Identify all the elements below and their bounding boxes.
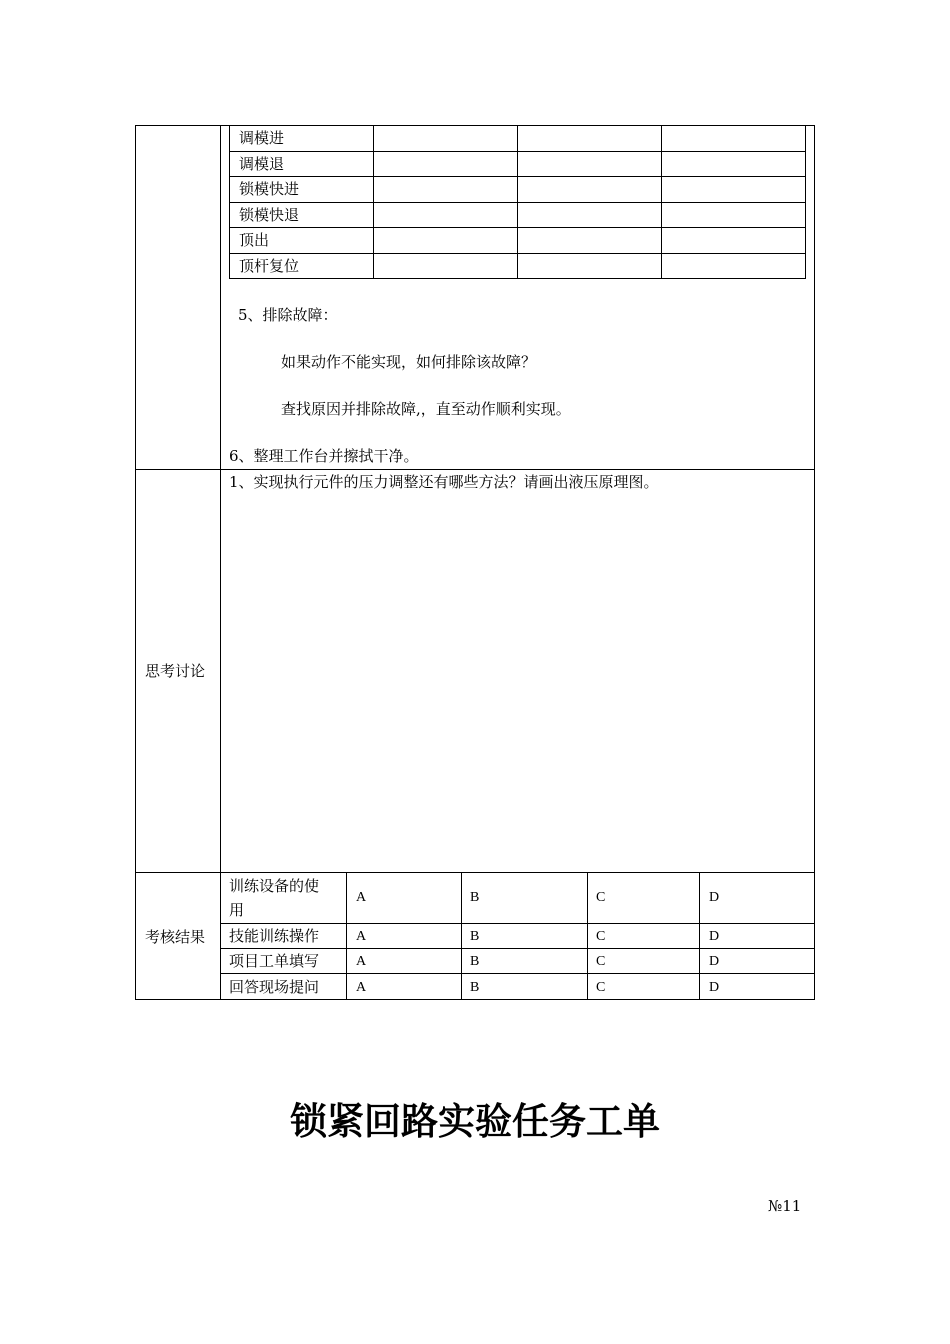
worksheet-title: 锁紧回路实验任务工单 — [290, 1100, 660, 1143]
discussion-question: 1、实现执行元件的压力调整还有哪些方法？请画出液压原理图。 — [229, 473, 659, 491]
page-number: №11 — [768, 1197, 802, 1215]
label-column-divider — [220, 125, 221, 1000]
assessment-item: 回答现场提问 — [229, 978, 320, 996]
grade-d: D — [709, 929, 720, 944]
table-row-label: 调模进 — [239, 129, 285, 147]
outer-left-border — [135, 125, 136, 1000]
grade-a: A — [356, 929, 367, 944]
grade-b: B — [470, 954, 480, 969]
grade-c: C — [596, 954, 606, 969]
assessment-item: 训练设备的使 — [229, 877, 320, 895]
assessment-item: 技能训练操作 — [229, 927, 320, 945]
grade-b: B — [470, 890, 480, 905]
table-row-label: 顶出 — [239, 231, 270, 249]
grade-a: A — [356, 980, 367, 995]
procedure-discussion-divider — [135, 469, 815, 470]
assessment-item: 项目工单填写 — [229, 952, 320, 970]
table-row-label: 锁模快进 — [239, 180, 300, 198]
grade-d: D — [709, 980, 720, 995]
outer-right-border — [814, 125, 815, 1000]
assessment-label: 考核结果 — [145, 928, 206, 946]
outer-bottom-border — [135, 999, 815, 1000]
grade-d: D — [709, 890, 720, 905]
grade-b: B — [470, 980, 480, 995]
table-row-label: 调模退 — [239, 155, 285, 173]
grade-d: D — [709, 954, 720, 969]
discussion-assessment-divider — [135, 872, 815, 873]
table-row-label: 锁模快退 — [239, 206, 300, 224]
grade-b: B — [470, 929, 480, 944]
step5-answer: 查找原因并排除故障,，直至动作顺利实现。 — [281, 400, 571, 418]
assessment-item: 用 — [229, 901, 245, 919]
step5-title: 5、排除故障： — [238, 306, 338, 324]
grade-c: C — [596, 929, 606, 944]
grade-a: A — [356, 954, 367, 969]
table-row-label: 顶杆复位 — [239, 257, 300, 275]
grade-a: A — [356, 890, 367, 905]
step5-question: 如果动作不能实现，如何排除该故障？ — [281, 353, 537, 371]
step6-text: 6、整理工作台并擦拭干净。 — [229, 447, 419, 465]
discussion-label: 思考讨论 — [145, 662, 206, 680]
grade-c: C — [596, 890, 606, 905]
grade-c: C — [596, 980, 606, 995]
